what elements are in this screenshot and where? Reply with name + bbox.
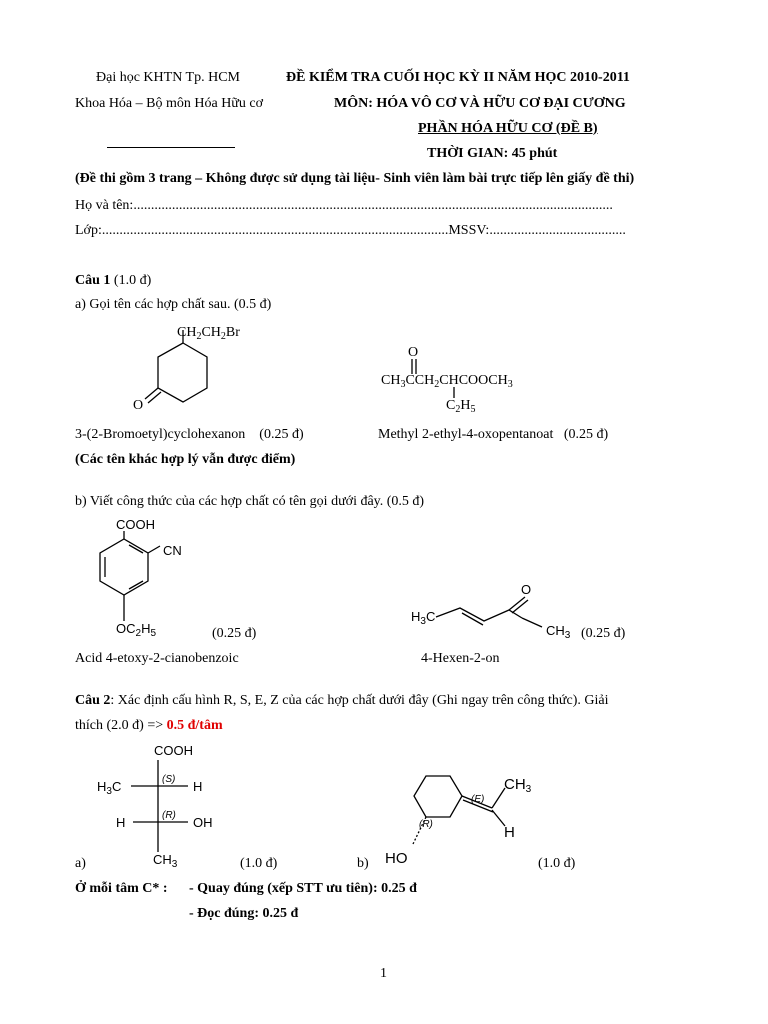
fischer-ch3-label: $CH_3$ (153, 852, 178, 870)
grading-prefix: Ở mỗi tâm C* : (75, 881, 168, 896)
ester-main-chain: $CH_3CCH_2CHCOOCH_3$ (381, 373, 513, 390)
benzene-ring (100, 539, 148, 595)
grading-line1: - Quay đúng (xếp STT ưu tiên): 0.25 đ (189, 881, 417, 896)
ester-branch: $C_2H_5$ (446, 398, 476, 415)
ester-carbonyl-oxygen: O (408, 345, 419, 360)
q1-points: (1.0 đ) (113, 273, 152, 288)
class-field: Lớp:...................................................................................................MSSV:....................................... (75, 223, 626, 238)
compound2-name: Methyl 2-ethyl-4-oxopentanoat (378, 427, 554, 442)
exam-title: ĐỀ KIỂM TRA CUỐI HỌC KỲ II NĂM HỌC 2010-2011 (286, 70, 630, 85)
compound3-name: Acid 4-etoxy-2-cianobenzoic (75, 651, 239, 666)
hexenone-left-label: $H_3C$ (411, 609, 436, 627)
alkylidene-h-label: H (504, 824, 515, 841)
cyclohexanone-oxygen: O (133, 398, 144, 413)
carbonyl-bond-2 (148, 392, 161, 403)
q2-line2 (75, 718, 223, 734)
hexenone-right-label: $CH_3$ (546, 623, 571, 641)
compound1-score: (0.25 đ) (259, 427, 304, 442)
compound4-score: (0.25 đ) (581, 626, 626, 641)
exam-note: (Đề thi gồm 3 trang – Không được sử dụng tài liệu- Sinh viên làm bài trực tiếp lên giấy đề thi) (75, 171, 635, 186)
q2-highlight: 0.5 đ/tâm (166, 718, 223, 733)
q2-text-line2: thích (2.0 đ) => (75, 718, 164, 733)
q1-title: Câu 1 (75, 273, 111, 288)
compound-b-label: b) (357, 856, 369, 871)
compound-a-score: (1.0 đ) (240, 856, 278, 871)
carbonyl-bond-1 (145, 388, 158, 399)
fischer-h-right-label: H (193, 779, 203, 794)
hexenone-o-label: O (521, 582, 532, 597)
part-title: PHẦN HÓA HỮU CƠ (ĐỀ B) (418, 121, 598, 136)
q1-alt-names-note: (Các tên khác hợp lý vẫn được điểm) (75, 452, 296, 467)
university-name: Đại học KHTN Tp. HCM (96, 70, 241, 85)
exam-time: THỜI GIAN: 45 phút (427, 146, 558, 161)
cn-bond (148, 546, 160, 553)
fischer-r-label: (R) (162, 810, 176, 821)
fischer-oh-label: OH (193, 815, 213, 830)
name-field: Họ và tên:......................................................................................................................................... (75, 198, 613, 213)
department-name: Khoa Hóa – Bộ môn Hóa Hữu cơ (75, 96, 264, 111)
q2-title: Câu 2 (75, 693, 111, 708)
q2-text-line1: : Xác định cấu hình R, S, E, Z của các hợp chất dưới đây (Ghi ngay trên công thức). Giải (110, 693, 609, 708)
fischer-h-left-label: H (116, 815, 126, 830)
alkylidene-ch3-label: $CH_3$ (504, 776, 532, 795)
compound2-score: (0.25 đ) (563, 427, 609, 442)
fischer-s-label: (S) (162, 774, 176, 785)
benzoic-oet-label: $OC_2H_5$ (116, 621, 157, 639)
compound1-name: 3-(2-Bromoetyl)cyclohexanon (75, 427, 246, 442)
compound-b-score: (1.0 đ) (538, 856, 576, 871)
hexenone-co-bond-2 (512, 600, 528, 613)
hexenone-co-bond-1 (509, 597, 525, 610)
fischer-h3c-label: $H_3C$ (97, 779, 122, 797)
cyclohexanone-substituent: $CH_2CH_2Br$ (177, 325, 240, 342)
q1-part-a: a) Gọi tên các hợp chất sau. (0.5 đ) (75, 297, 272, 312)
fischer-cooh-label: COOH (154, 743, 193, 758)
grading-line2: - Đọc đúng: 0.25 đ (189, 906, 299, 921)
compound4-name: 4-Hexen-2-on (421, 651, 500, 666)
compound1-name-line (75, 427, 304, 443)
subject-title: MÔN: HÓA VÔ CƠ VÀ HỮU CƠ ĐẠI CƯƠNG (334, 96, 626, 111)
ring-r-label: (R) (419, 819, 433, 830)
alkylidene-e-label: (E) (471, 794, 485, 805)
cyclohexane-ring (414, 776, 462, 817)
compound3-score: (0.25 đ) (212, 626, 257, 641)
benzoic-cooh-label: COOH (116, 517, 155, 532)
cyclohexanone-ring (158, 343, 207, 402)
page-number: 1 (380, 966, 387, 981)
benzoic-cn-label: CN (163, 543, 182, 558)
compound2-name-line (378, 427, 608, 443)
q1-part-b: b) Viết công thức của các hợp chất có tên gọi dưới đây. (0.5 đ) (75, 494, 425, 509)
q2-line1 (75, 693, 608, 709)
ring-ho-label: HO (385, 850, 408, 867)
compound-a-label: a) (75, 856, 86, 871)
hexenone-ch3-bond (522, 618, 542, 627)
